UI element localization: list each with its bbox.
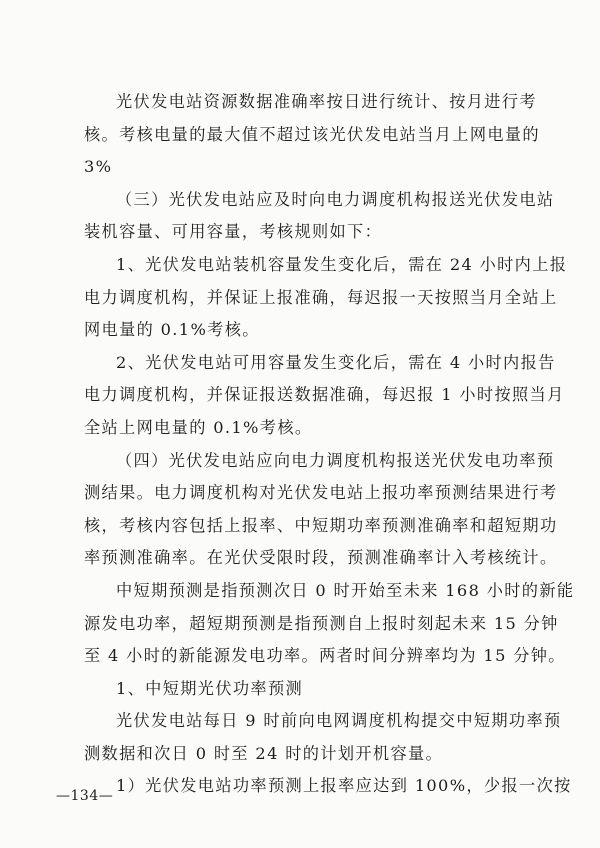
paragraph-line: 中短期预测是指预测次日 0 时开始至未来 168 小时的新能 — [116, 580, 575, 600]
paragraph-line: 1、光伏发电站装机容量发生变化后，需在 24 小时内上报 — [116, 254, 568, 274]
paragraph-line: 装机容量、可用容量，考核规则如下： — [84, 222, 383, 242]
page-number: —134— — [56, 788, 114, 804]
paragraph-line: 2、光伏发电站可用容量发生变化后，需在 4 小时内报告 — [116, 352, 556, 372]
paragraph-line: 3% — [84, 157, 113, 177]
paragraph-line: 测结果。电力调度机构对光伏发电站上报功率预测结果进行考 — [84, 483, 558, 503]
document-body — [84, 86, 575, 803]
paragraph-line: 电力调度机构，并保证报送数据准确，每迟报 1 小时按照当月 — [84, 385, 565, 405]
paragraph-line: （三）光伏发电站应及时向电力调度机构报送光伏发电站 — [116, 189, 555, 209]
paragraph-line: 1）光伏发电站功率预测上报率应达到 100%，少报一次按 — [116, 776, 572, 796]
paragraph-line: 全站上网电量的 0.1%考核。 — [84, 417, 313, 437]
paragraph-line: 源发电功率，超短期预测是指预测自上报时刻起未来 15 分钟 — [84, 613, 559, 633]
paragraph-line: 测数据和次日 0 时至 24 时的计划开机容量。 — [84, 743, 444, 763]
paragraph-line: （四）光伏发电站应向电力调度机构报送光伏发电功率预 — [116, 450, 555, 470]
section-heading: 1、中短期光伏功率预测 — [116, 678, 304, 698]
paragraph-line: 光伏发电站资源数据准确率按日进行统计、按月进行考 — [116, 92, 537, 111]
paragraph-line: 核，考核内容包括上报率、中短期功率预测准确率和超短期功 — [84, 515, 558, 535]
paragraph-line: 核。考核电量的最大值不超过该光伏发电站当月上网电量的 — [84, 124, 540, 144]
paragraph-line: 电力调度机构，并保证上报准确，每迟报一天按照当月全站上 — [84, 287, 558, 307]
paragraph-line: 网电量的 0.1%考核。 — [84, 320, 260, 340]
paragraph-line: 光伏发电站每日 9 时前向电网调度机构提交中短期功率预 — [116, 711, 562, 731]
paragraph-line: 至 4 小时的新能源发电功率。两者时间分辨率均为 15 分钟。 — [84, 646, 566, 666]
paragraph-line: 率预测准确率。在光伏受限时段，预测准确率计入考核统计。 — [84, 548, 558, 568]
